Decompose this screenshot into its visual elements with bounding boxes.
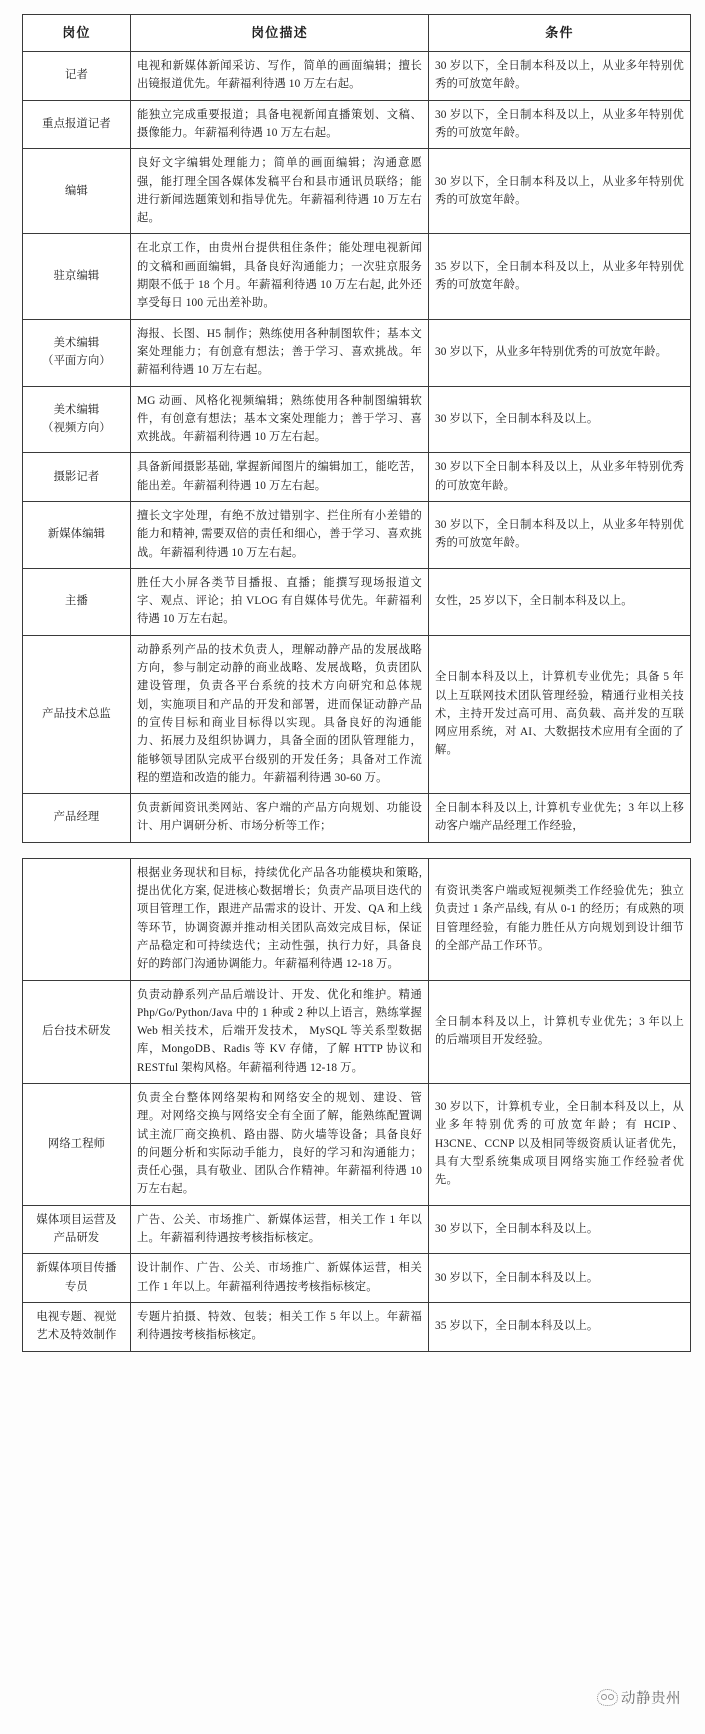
cell-description: 海报、长图、H5 制作；熟练使用各种制图软件；基本文案处理能力；有创意有想法；善于学习、喜欢挑战。年薪福利待遇 10 万左右起。 [131, 319, 429, 386]
cell-description: 动静系列产品的技术负责人，理解动静产品的发展战略方向，参与制定动静的商业战略、发展战略，负责团队建设管理，负责各平台系统的技术方向研究和总体规划，实施项目和产品的开发和部署，进而保证动静产品的宣传目标和商业目标得以实现。具备良好的沟通能力、拓展力及组织协调力，具备全面的团队管理能力，能够领导团队完成平台级别的开发任务；具备对工作流程的塑造和改造的能力。年薪福利待遇 30-60 万。 [131, 635, 429, 793]
cell-post [23, 501, 131, 568]
cell-post [23, 1302, 131, 1351]
post-name-line: （视频方向） [42, 421, 111, 434]
cell-post [23, 453, 131, 502]
cell-condition: 35 岁以下，全日制本科及以上。 [429, 1302, 691, 1351]
cell-post [23, 149, 131, 234]
cell-condition: 30 岁以下，全日制本科及以上。 [429, 386, 691, 453]
cell-condition: 35 岁以下，全日制本科及以上，从业多年特别优秀的可放宽年龄。 [429, 234, 691, 319]
cell-description: MG 动画、风格化视频编辑；熟练使用各种制图编辑软件，有创意有想法；基本文案处理能力；善于学习、喜欢挑战。年薪福利待遇 10 万左右起。 [131, 386, 429, 453]
table-row [23, 52, 691, 101]
table-header [23, 15, 691, 52]
table-body-part-1 [23, 52, 691, 843]
cell-condition: 30 岁以下，全日制本科及以上。 [429, 1254, 691, 1303]
post-name-line: 重点报道记者 [42, 117, 111, 130]
cell-post [23, 52, 131, 101]
post-name-line: 产品经理 [53, 811, 100, 824]
post-name-line: 专员 [65, 1280, 88, 1293]
post-name-line: 产品研发 [53, 1232, 100, 1245]
cell-description: 胜任大小屏各类节目播报、直播；能撰写现场报道文字、观点、评论；拍 VLOG 有自媒体号优先。年薪福利待遇 10 万左右起。 [131, 568, 429, 635]
table-row [23, 568, 691, 635]
cell-description: 根据业务现状和目标，持续优化产品各功能模块和策略, 提出优化方案, 促进核心数据增长；负责产品项目迭代的项目管理工作，跟进产品需求的设计、开发、QA 和上线等环节，协调资源并推动相关团队高效完成目标，保证产品稳定和可持续迭代；主动性强，执行力好，具备良好的跨部门沟通协调能力。年薪福利待遇 12-18 万。 [131, 858, 429, 980]
column-header-condition: 条件 [429, 15, 691, 52]
cell-description: 具备新闻摄影基础, 掌握新闻图片的编辑加工，能吃苦，能出差。年薪福利待遇 10 万左右起。 [131, 453, 429, 502]
cell-description: 负责动静系列产品后端设计、开发、优化和维护。精通 Php/Go/Python/Java 中的 1 种或 2 种以上语言，熟练掌握 Web 相关技术，后端开发技术， MySQL 等关系型数据库，MongoDB、Radis 等 KV 存储，了解 HTTP 协议和 RESTful 架构风格。年薪福利待遇 12-18 万。 [131, 980, 429, 1083]
post-name-line: 新媒体项目传播 [36, 1262, 117, 1275]
cell-condition: 30 岁以下，全日制本科及以上，从业多年特别优秀的可放宽年龄。 [429, 52, 691, 101]
column-header-description: 岗位描述 [131, 15, 429, 52]
post-name-line: 艺术及特效制作 [36, 1329, 117, 1342]
table-row [23, 319, 691, 386]
watermark-label: 动静贵州 [621, 1691, 681, 1707]
cell-post [23, 1205, 131, 1254]
post-name-line: 编辑 [65, 184, 88, 197]
cell-description: 广告、公关、市场推广、新媒体运营，相关工作 1 年以上。年薪福利待遇按考核指标核定。 [131, 1205, 429, 1254]
jobs-table-part-1 [22, 14, 691, 843]
post-name-line: （平面方向） [42, 355, 111, 368]
cell-condition: 有资讯类客户端或短视频类工作经验优先；独立负责过 1 条产品线, 有从 0-1 的经历；有成熟的项目管理经验，有能力胜任从方向规划到设计细节的全部产品工作环节。 [429, 858, 691, 980]
cell-description: 设计制作、广告、公关、市场推广、新媒体运营，相关工作 1 年以上。年薪福利待遇按考核指标核定。 [131, 1254, 429, 1303]
cell-condition: 全日制本科及以上，计算机专业优先；具备 5 年以上互联网技术团队管理经验，精通行业相关技术，主持开发过高可用、高负载、高并发的互联网应用系统，对 AI、大数据技术应用有全面的了解。 [429, 635, 691, 793]
post-name-line: 驻京编辑 [53, 269, 100, 282]
cell-condition: 全日制本科及以上, 计算机专业优先；3 年以上移动客户端产品经理工作经验， [429, 794, 691, 843]
post-name-line: 网络工程师 [47, 1137, 106, 1150]
cell-description: 良好文字编辑处理能力；简单的画面编辑；沟通意愿强，能打理全国各媒体发稿平台和县市通讯员联络；能进行新闻选题策划和指导优先。年薪福利待遇 10 万左右起。 [131, 149, 429, 234]
table-row [23, 980, 691, 1083]
post-name-line: 电视专题、视觉 [36, 1310, 117, 1323]
post-name-line: 主播 [65, 595, 88, 608]
post-name-line: 美术编辑 [53, 336, 100, 349]
cell-condition: 30 岁以下，全日制本科及以上。 [429, 1205, 691, 1254]
cell-description: 负责全台整体网络架构和网络安全的规划、建设、管理。对网络交换与网络安全有全面了解，能熟练配置调试主流厂商交换机、路由器、防火墙等设备；具备良好的问题分析和实际动手能力，良好的学习和沟通能力；责任心强，具有敬业、团队合作精神。年薪福利待遇 10 万左右起。 [131, 1084, 429, 1206]
table-row [23, 386, 691, 453]
cell-description: 专题片拍摄、特效、包装；相关工作 5 年以上。年薪福利待遇按考核指标核定。 [131, 1302, 429, 1351]
table-row [23, 453, 691, 502]
post-name-line: 媒体项目运营及 [36, 1213, 117, 1226]
logo-icon [597, 1689, 618, 1706]
table-row [23, 635, 691, 793]
post-name-line: 摄影记者 [53, 470, 100, 483]
page-break-gap [22, 843, 690, 858]
table-row [23, 501, 691, 568]
watermark [597, 1687, 681, 1708]
cell-post [23, 234, 131, 319]
table-body-part-2 [23, 858, 691, 1351]
post-name-line: 美术编辑 [53, 403, 100, 416]
cell-post [23, 1254, 131, 1303]
table-row [23, 149, 691, 234]
table-row [23, 1084, 691, 1206]
column-header-post: 岗位 [23, 15, 131, 52]
cell-condition: 30 岁以下全日制本科及以上，从业多年特别优秀的可放宽年龄。 [429, 453, 691, 502]
cell-condition: 30 岁以下，全日制本科及以上，从业多年特别优秀的可放宽年龄。 [429, 149, 691, 234]
cell-description: 擅长文字处理，有绝不放过错别字、拦住所有小差错的能力和精神, 需要双倍的责任和细心，善于学习、喜欢挑战。年薪福利待遇 10 万左右起。 [131, 501, 429, 568]
cell-post [23, 980, 131, 1083]
cell-post [23, 635, 131, 793]
cell-post [23, 319, 131, 386]
cell-post [23, 794, 131, 843]
table-row [23, 1302, 691, 1351]
cell-post [23, 1084, 131, 1206]
table-row [23, 1205, 691, 1254]
post-name-line: 记者 [65, 69, 88, 82]
cell-condition: 女性，25 岁以下，全日制本科及以上。 [429, 568, 691, 635]
cell-condition: 全日制本科及以上，计算机专业优先；3 年以上的后端项目开发经验。 [429, 980, 691, 1083]
cell-description: 负责新闻资讯类网站、客户端的产品方向规划、功能设计、用户调研分析、市场分析等工作； [131, 794, 429, 843]
table-row [23, 1254, 691, 1303]
post-name-line: 产品技术总监 [42, 707, 111, 720]
table-row [23, 234, 691, 319]
table-header-row [23, 15, 691, 52]
cell-description: 能独立完成重要报道；具备电视新闻直播策划、文稿、摄像能力。年薪福利待遇 10 万左右起。 [131, 100, 429, 149]
table-row [23, 100, 691, 149]
cell-post [23, 386, 131, 453]
cell-post [23, 858, 131, 980]
cell-post [23, 100, 131, 149]
cell-description: 在北京工作，由贵州台提供租住条件；能处理电视新闻的文稿和画面编辑，具备良好沟通能力；一次驻京服务期限不低于 18 个月。年薪福利待遇 10 万左右起, 此外还享受每日 100 元出差补助。 [131, 234, 429, 319]
cell-condition: 30 岁以下，全日制本科及以上，从业多年特别优秀的可放宽年龄。 [429, 100, 691, 149]
cell-condition: 30 岁以下，全日制本科及以上，从业多年特别优秀的可放宽年龄。 [429, 501, 691, 568]
cell-post [23, 568, 131, 635]
cell-condition: 30 岁以下，计算机专业，全日制本科及以上，从业多年特别优秀的可放宽年龄；有 HCIP、H3CNE、CCNP 以及相同等级资质认证者优先，具有大型系统集成项目网络实施工作经验者优先。 [429, 1084, 691, 1206]
post-name-line: 新媒体编辑 [47, 528, 106, 541]
post-name-line: 后台技术研发 [42, 1025, 111, 1038]
table-row [23, 794, 691, 843]
cell-condition: 30 岁以下，从业多年特别优秀的可放宽年龄。 [429, 319, 691, 386]
table-row [23, 858, 691, 980]
cell-description: 电视和新媒体新闻采访、写作，简单的画面编辑；擅长出镜报道优先。年薪福利待遇 10 万左右起。 [131, 52, 429, 101]
jobs-table-part-2 [22, 858, 691, 1352]
